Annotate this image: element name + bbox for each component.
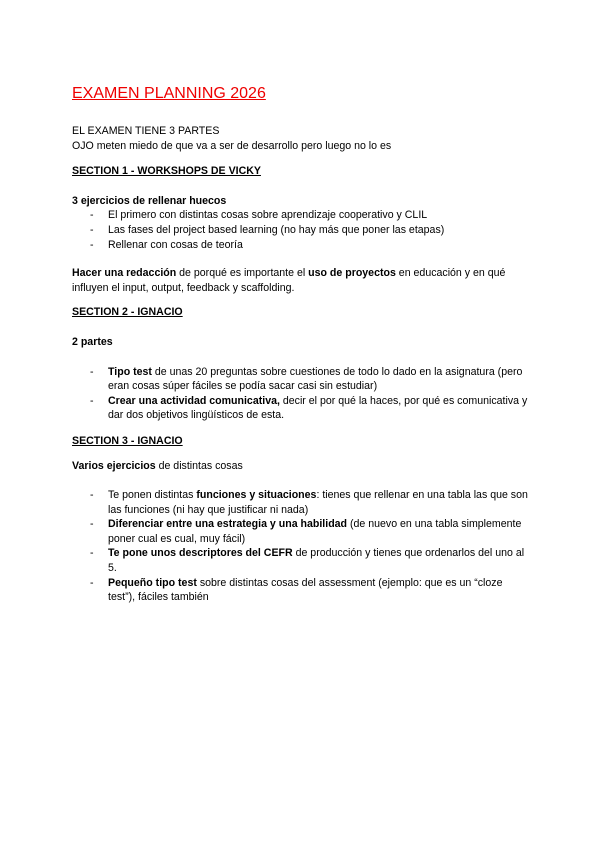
item-bold: funciones y situaciones: [196, 489, 317, 502]
list-item: - Rellenar con cosas de teoría: [72, 238, 532, 253]
item-text: sobre distintas cosas del assessment (ejemplo: que es un “cloze test”), fáciles también: [108, 576, 503, 604]
intro-line-2: OJO meten miedo de que va a ser de desarrollo pero luego no lo es: [72, 139, 392, 152]
section-2-list: [72, 365, 532, 423]
list-item: [72, 394, 532, 423]
list-item: - El primero con distintas cosas sobre aprendizaje cooperativo y CLIL: [72, 208, 532, 223]
list-item: [72, 546, 532, 575]
intro-bold: Varios ejercicios: [72, 459, 156, 472]
section-2-heading: SECTION 2 - IGNACIO: [72, 306, 183, 319]
list-item: [72, 365, 532, 394]
intro-line-1: EL EXAMEN TIENE 3 PARTES: [72, 125, 220, 137]
document-title: EXAMEN PLANNING 2026: [72, 85, 266, 102]
intro-text: de distintas cosas: [155, 459, 243, 472]
item-pre: Te ponen distintas: [108, 489, 197, 502]
item-text: : tienes que rellenar en una tabla las que son las funciones (ni hay que justificar ni nada): [108, 489, 528, 516]
section-3-list: [72, 488, 532, 605]
list-item: [72, 576, 532, 605]
item-bold: Pequeño tipo test: [108, 576, 197, 589]
list-item: [72, 517, 532, 546]
item-text: de producción y tienes que ordenarlos del uno al 5.: [108, 547, 525, 575]
section-2-subheading: 2 partes: [72, 335, 113, 348]
list-item: [72, 488, 532, 517]
document-page: [72, 84, 532, 605]
section-1-essay: [72, 266, 532, 295]
essay-bold-2: uso de proyectos: [308, 267, 396, 280]
item-bold: Tipo test: [108, 365, 152, 378]
section-3-intro: [72, 459, 532, 474]
item-text: decir el por qué la haces, por qué es comunicativa y dar dos objetivos lingüísticos de esta.: [108, 394, 528, 422]
section-3-heading: SECTION 3 - IGNACIO: [72, 434, 183, 447]
item-text: de unas 20 preguntas sobre cuestiones de todo lo dado en la asignatura (pero eran cosas súper fáciles se podía sacar casi sin estudiar): [108, 365, 523, 393]
item-bold: Crear una actividad comunicativa,: [108, 394, 280, 407]
section-1-subheading: 3 ejercicios de rellenar huecos: [72, 194, 227, 207]
essay-bold-1: Hacer una redacción: [72, 267, 177, 280]
essay-text-1: de porqué es importante el: [176, 267, 309, 280]
essay-text-2: en educación y en qué influyen el input, output, feedback y scaffolding.: [72, 267, 506, 294]
section-1-heading: SECTION 1 - WORKSHOPS DE VICKY: [72, 165, 261, 178]
item-text: (de nuevo en una tabla simplemente poner cual es cual, muy fácil): [108, 518, 522, 545]
item-bold: Diferenciar entre una estrategia y una habilidad: [108, 518, 348, 531]
item-bold: Te pone unos descriptores del CEFR: [108, 547, 293, 560]
list-item: - Las fases del project based learning (no hay más que poner las etapas): [72, 223, 532, 238]
section-1-list: [72, 208, 532, 252]
